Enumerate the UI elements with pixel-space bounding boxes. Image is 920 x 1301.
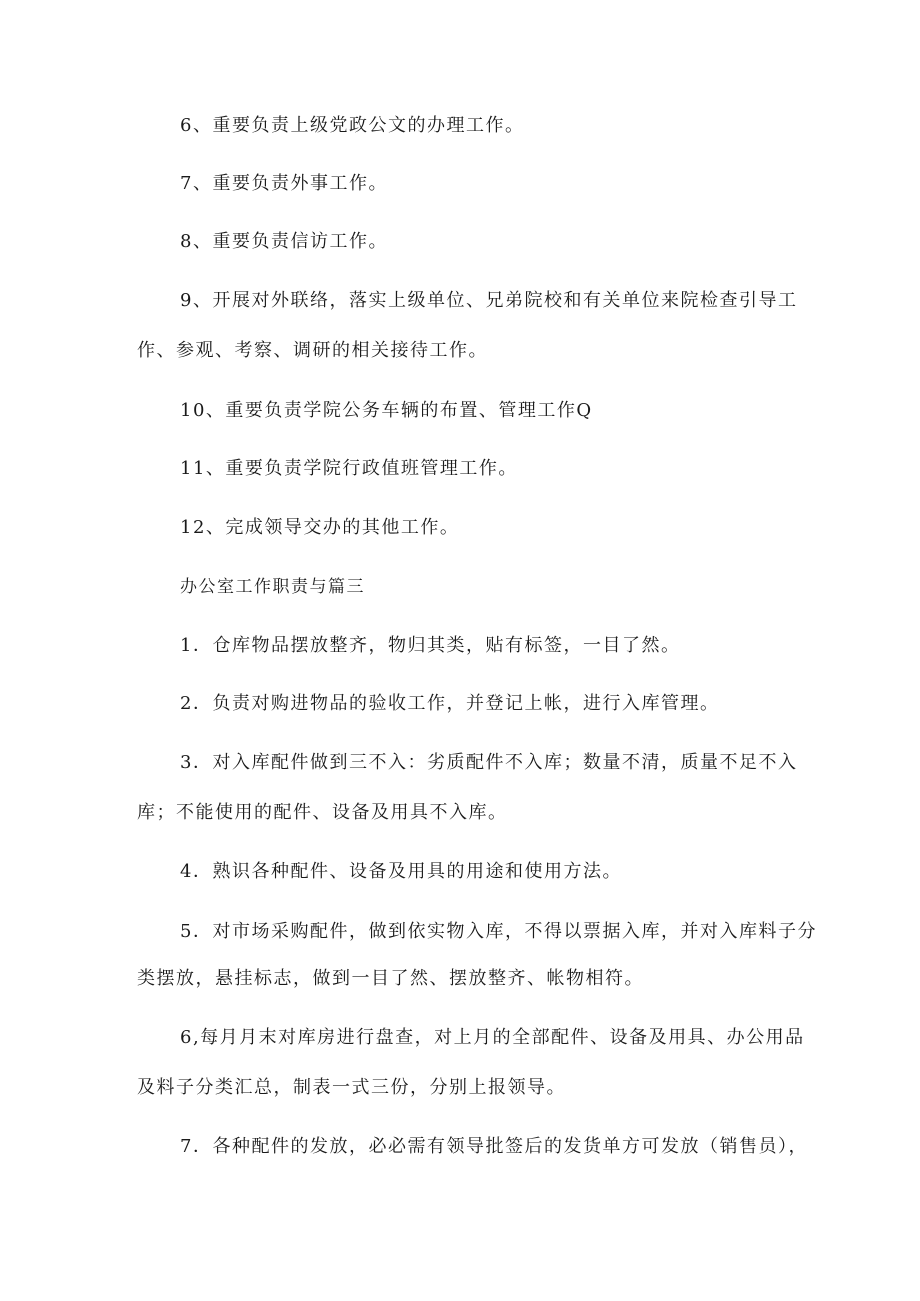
- warehouse-item-3-line-1: 3．对入库配件做到三不入：劣质配件不入库；数量不清，质量不足不入: [180, 752, 798, 773]
- paragraph-item-12: 12、完成领导交办的其他工作。: [180, 517, 460, 538]
- paragraph-item-9-line-1: 9、开展对外联络，落实上级单位、兄弟院校和有关单位来院检查引导工: [180, 290, 798, 311]
- warehouse-item-5-line-1: 5．对市场采购配件，做到依实物入库，不得以票据入库，并对入库料子分: [180, 921, 817, 942]
- paragraph-item-7: 7、重要负责外事工作。: [180, 173, 388, 194]
- warehouse-item-4: 4．熟识各种配件、设备及用具的用途和使用方法。: [180, 861, 622, 882]
- warehouse-item-2: 2．负责对购进物品的验收工作，并登记上帐，进行入库管理。: [180, 693, 720, 714]
- warehouse-item-6-line-1: 6,每月月末对库房进行盘查，对上月的全部配件、设备及用具、办公用品: [180, 1027, 805, 1048]
- warehouse-item-3-line-2: 库；不能使用的配件、设备及用具不入库。: [137, 802, 508, 823]
- warehouse-item-1: 1．仓库物品摆放整齐，物归其类，贴有标签，一目了然。: [180, 635, 681, 656]
- paragraph-item-10: 10、重要负责学院公务车辆的布置、管理工作Q: [180, 400, 593, 421]
- warehouse-item-5-line-2: 类摆放，悬挂标志，做到一目了然、摆放整齐、帐物相符。: [137, 968, 644, 989]
- warehouse-item-7-line-1: 7．各种配件的发放，必必需有领导批签后的发货单方可发放（销售员），: [180, 1136, 808, 1157]
- warehouse-item-6-line-2: 及料子分类汇总，制表一式三份，分别上报领导。: [137, 1077, 566, 1098]
- section-heading: 办公室工作职责与篇三: [180, 577, 365, 597]
- paragraph-item-6: 6、重要负责上级党政公文的办理工作。: [180, 115, 525, 136]
- paragraph-item-8: 8、重要负责信访工作。: [180, 231, 388, 252]
- paragraph-item-11: 11、重要负责学院行政值班管理工作。: [180, 458, 518, 479]
- paragraph-item-9-line-2: 作、参观、考察、调研的相关接待工作。: [137, 340, 488, 361]
